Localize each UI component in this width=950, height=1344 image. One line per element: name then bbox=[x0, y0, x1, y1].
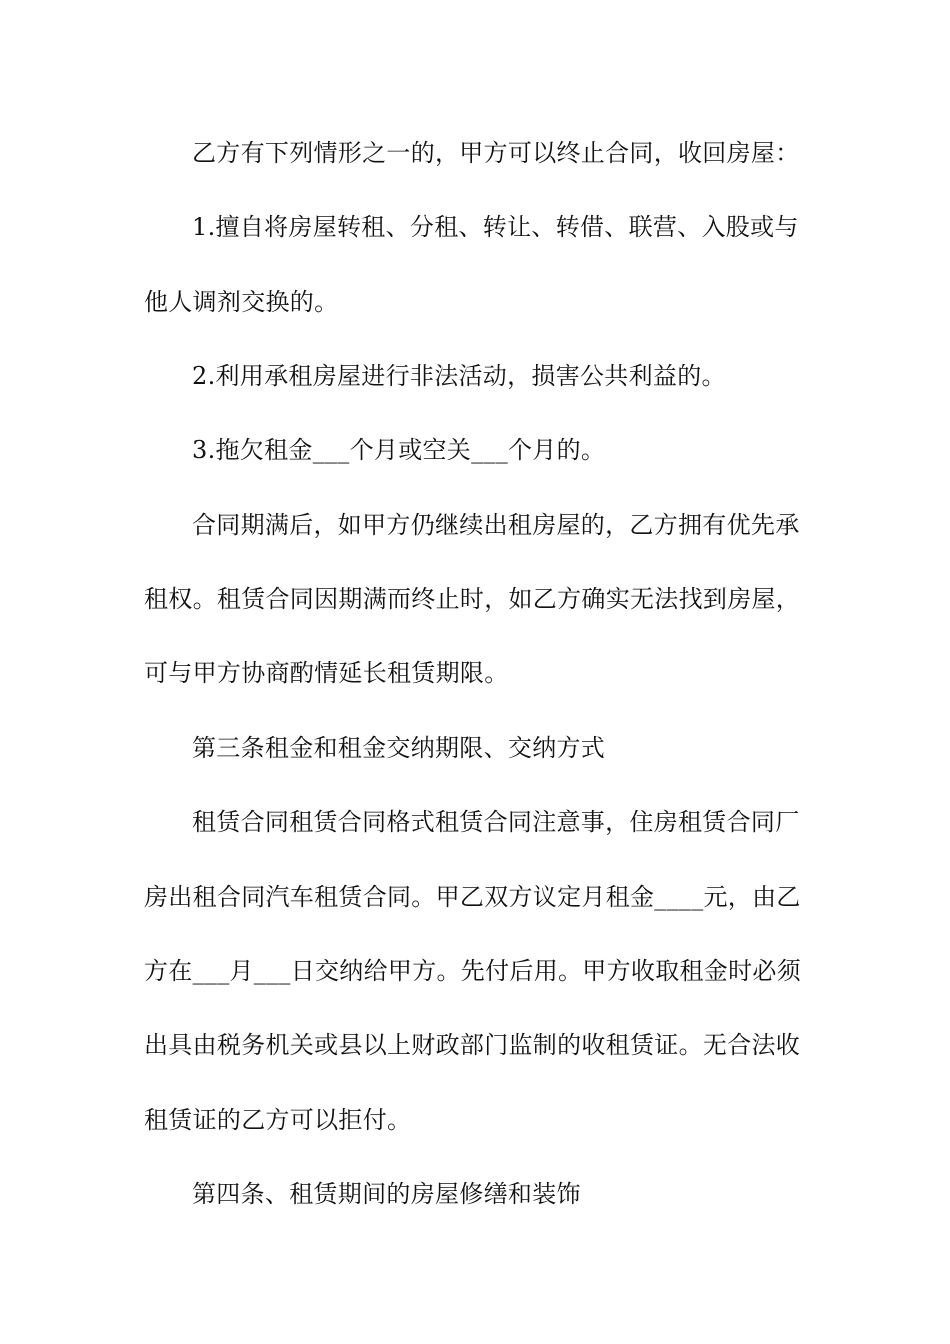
paragraph-line: 出具由税务机关或县以上财政部门监制的收租赁证。无合法收 bbox=[144, 1031, 801, 1059]
section-heading: 第三条租金和租金交纳期限、交纳方式 bbox=[192, 734, 606, 762]
paragraph-line: 2.利用承租房屋进行非法活动，损害公共利益的。 bbox=[192, 362, 726, 390]
paragraph-line: 合同期满后，如甲方仍继续出租房屋的，乙方拥有优先承 bbox=[192, 511, 800, 539]
paragraph-line: 他人调剂交换的。 bbox=[144, 288, 339, 316]
paragraph-line: 方在___月___日交纳给甲方。先付后用。甲方收取租金时必须 bbox=[144, 957, 801, 985]
paragraph-line: 1.擅自将房屋转租、分租、转让、转借、联营、入股或与 bbox=[192, 213, 799, 241]
section-heading: 第四条、租赁期间的房屋修缮和装饰 bbox=[192, 1180, 581, 1208]
paragraph-line: 租赁证的乙方可以拒付。 bbox=[144, 1106, 412, 1134]
paragraph-line: 房出租合同汽车租赁合同。甲乙双方议定月租金____元，由乙 bbox=[144, 883, 801, 911]
paragraph-line: 乙方有下列情形之一的，甲方可以终止合同，收回房屋： bbox=[192, 139, 800, 167]
paragraph-line: 租权。租赁合同因期满而终止时，如乙方确实无法找到房屋， bbox=[144, 585, 801, 613]
paragraph-line: 可与甲方协商酌情延长租赁期限。 bbox=[144, 659, 509, 687]
paragraph-line: 租赁合同租赁合同格式租赁合同注意事，住房租赁合同厂 bbox=[192, 808, 800, 836]
paragraph-line: 3.拖欠租金___个月或空关___个月的。 bbox=[192, 436, 606, 464]
